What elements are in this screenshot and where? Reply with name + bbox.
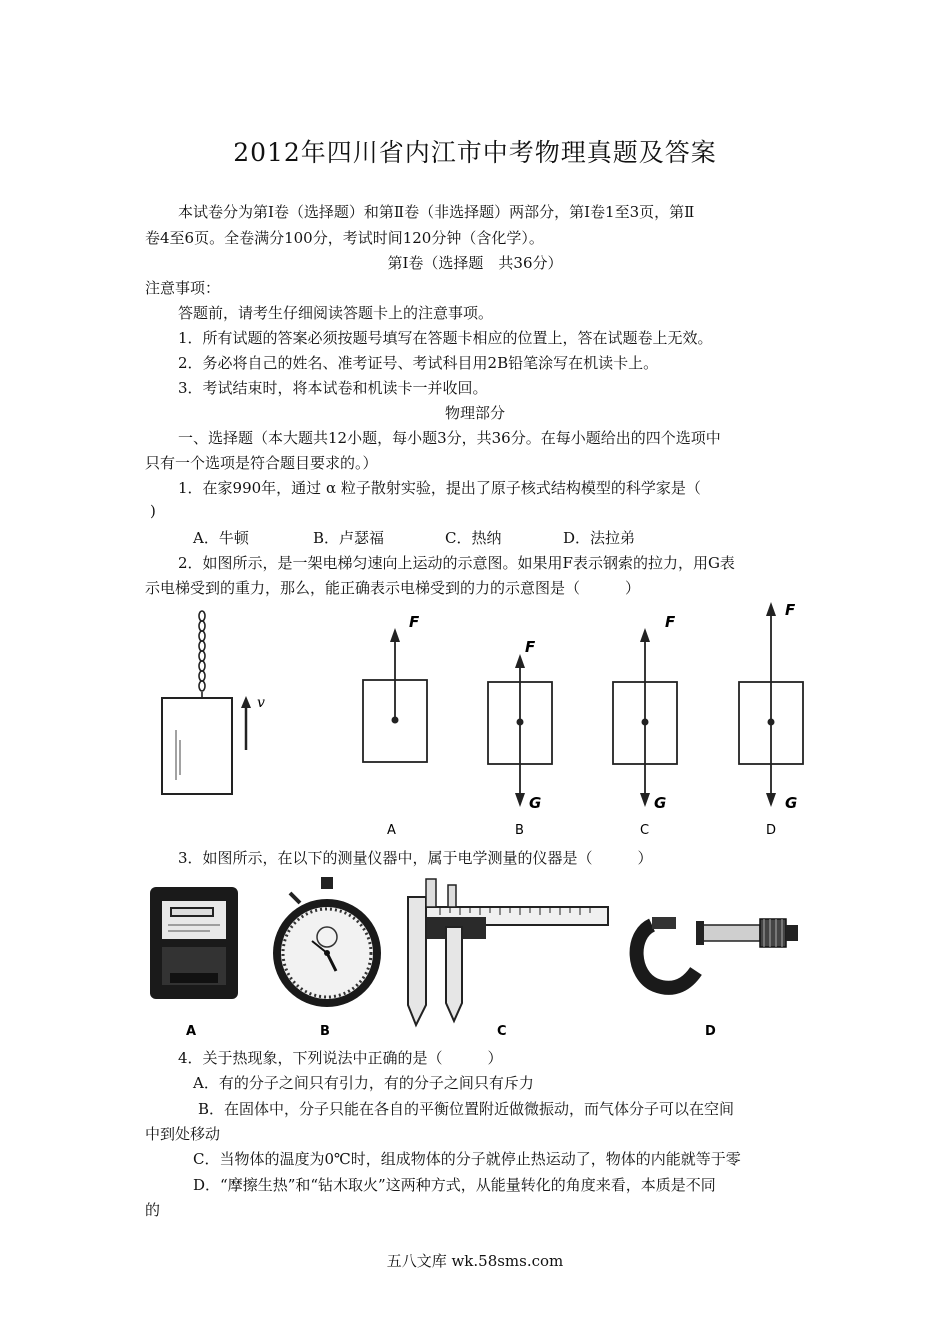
figure-label-c: C — [640, 823, 650, 838]
q3-stem: 3．如图所示，在以下的测量仪器中，属于电学测量的仪器是（ ） — [178, 849, 653, 867]
stopwatch-image — [273, 877, 381, 1007]
force-f-label: F — [409, 613, 420, 631]
velocity-label: v — [257, 695, 265, 711]
electricity-meter-image — [150, 887, 238, 999]
q4-option-d-cont: 的 — [145, 1201, 161, 1219]
q2-stem-line-2: 示电梯受到的重力，那么，能正确表示电梯受到的力的示意图是（ ） — [145, 579, 641, 597]
option-d-diagram — [739, 601, 803, 812]
figure-label-b: B — [320, 1024, 330, 1039]
q1-option-a: A．牛顿 — [193, 529, 249, 547]
note-line: 2．务必将自己的姓名、准考证号、考试科目用2B铅笔涂写在机读卡上。 — [178, 354, 659, 372]
page-title: 2012年四川省内江市中考物理真题及答案 — [233, 138, 717, 167]
figure-label-d: D — [766, 823, 777, 838]
force-g-label: G — [654, 794, 667, 812]
q2-force-diagram — [140, 600, 820, 845]
elevator-box — [162, 698, 232, 794]
q2-stem-line-1: 2．如图所示，是一架电梯匀速向上运动的示意图。如果用F表示钢索的拉力，用G表 — [178, 554, 735, 572]
vernier-caliper-image — [408, 879, 608, 1025]
q4-option-c: C．当物体的温度为0℃时，组成物体的分子就停止热运动了，物体的内能就等于零 — [193, 1150, 741, 1168]
micrometer-image — [637, 917, 798, 988]
q1-option-c: C．热纳 — [445, 529, 502, 547]
option-b-diagram — [488, 638, 552, 812]
q1-stem: 1．在家990年，通过 α 粒子散射实验，提出了原子核式结构模型的科学家是（ — [178, 479, 701, 497]
intro-line-1: 本试卷分为第Ⅰ卷（选择题）和第Ⅱ卷（非选择题）两部分，第Ⅰ卷1至3页，第Ⅱ — [178, 203, 695, 221]
mc-intro-line-1: 一、选择题（本大题共12小题，每小题3分，共36分。在每小题给出的四个选项中 — [178, 429, 721, 447]
q4-option-b: B．在固体中，分子只能在各自的平衡位置附近做微振动，而气体分子可以在空间 — [198, 1100, 735, 1118]
figure-label-b: B — [515, 823, 524, 838]
note-line: 3．考试结束时，将本试卷和机读卡一并收回。 — [178, 379, 488, 397]
force-f-label: F — [785, 601, 796, 619]
force-g-label: G — [785, 794, 798, 812]
q4-option-a: A．有的分子之间只有引力，有的分子之间只有斥力 — [193, 1074, 534, 1092]
q4-option-d: D．“摩擦生热”和“钻木取火”这两种方式，从能量转化的角度来看，本质是不同 — [193, 1176, 716, 1194]
notes-heading: 注意事项： — [145, 279, 221, 297]
velocity-arrow — [241, 696, 251, 750]
note-line: 答题前，请考生仔细阅读答题卡上的注意事项。 — [178, 304, 494, 322]
figure-label-a: A — [387, 823, 396, 838]
option-c-diagram — [613, 613, 677, 812]
q4-option-b-cont: 中到处移动 — [145, 1125, 221, 1143]
q1-option-b: B．卢瑟福 — [313, 529, 385, 547]
figure-label-d: D — [705, 1024, 716, 1039]
q3-instruments-figure — [140, 875, 810, 1040]
q1-stem-end: ) — [150, 502, 156, 520]
figure-label-a: A — [186, 1024, 197, 1039]
page-footer: 五八文库 wk.58sms.com — [386, 1252, 564, 1270]
option-a-diagram — [363, 613, 427, 762]
elevator-chain — [199, 611, 205, 698]
note-line: 1．所有试题的答案必须按题号填写在答题卡相应的位置上，答在试题卷上无效。 — [178, 329, 713, 347]
force-f-label: F — [525, 638, 536, 656]
part-heading: 物理部分 — [444, 404, 505, 422]
section-heading: 第Ⅰ卷（选择题 共36分） — [387, 254, 563, 272]
mc-intro-line-2: 只有一个选项是符合题目要求的。） — [145, 454, 378, 472]
q4-stem: 4．关于热现象，下列说法中正确的是（ ） — [178, 1049, 503, 1067]
force-f-label: F — [665, 613, 676, 631]
intro-line-2: 卷4至6页。全卷满分100分，考试时间120分钟（含化学）。 — [145, 229, 544, 247]
force-g-label: G — [529, 794, 542, 812]
figure-label-c: C — [497, 1024, 507, 1039]
q1-option-d: D．法拉弟 — [563, 529, 636, 547]
